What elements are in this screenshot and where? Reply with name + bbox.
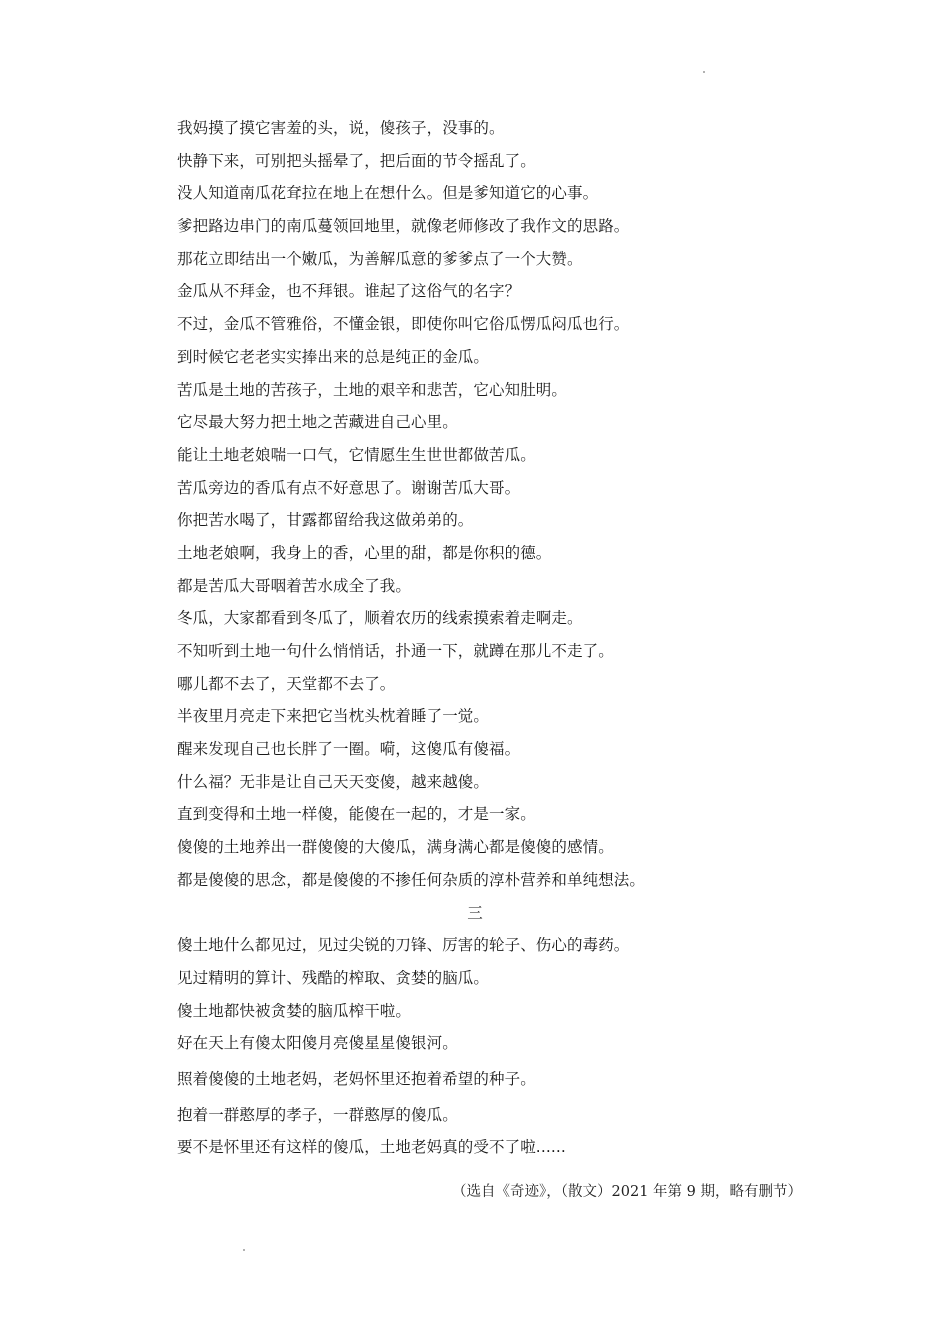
text-line: 直到变得和土地一样傻，能傻在一起的，才是一家。 xyxy=(177,805,536,824)
source-citation: （选自《奇迹》，（散文）2021 年第 9 期，略有删节） xyxy=(452,1184,802,1200)
text-line: 半夜里月亮走下来把它当枕头枕着睡了一觉。 xyxy=(177,707,490,726)
text-line: 没人知道南瓜花耷拉在地上在想什么。但是爹知道它的心事。 xyxy=(177,184,599,203)
section-heading: 三 xyxy=(467,903,483,922)
text-line: 冬瓜，大家都看到冬瓜了，顺着农历的线索摸索着走啊走。 xyxy=(177,609,583,628)
text-line: 傻傻的土地养出一群傻傻的大傻瓜，满身满心都是傻傻的感情。 xyxy=(177,838,614,857)
text-line: 爹把路边串门的南瓜蔓领回地里，就像老师修改了我作文的思路。 xyxy=(177,217,630,236)
text-line: 傻土地都快被贪婪的脑瓜榨干啦。 xyxy=(177,1001,412,1020)
text-line: 不过，金瓜不管雅俗，不懂金银，即使你叫它俗瓜愣瓜闷瓜也行。 xyxy=(177,315,630,334)
text-line: 哪儿都不去了，天堂都不去了。 xyxy=(177,674,396,693)
text-line: 不知听到土地一句什么悄悄话，扑通一下，就蹲在那儿不走了。 xyxy=(177,642,614,660)
text-line: 快静下来，可别把头摇晕了，把后面的节令摇乱了。 xyxy=(177,151,536,170)
text-line: 金瓜从不拜金，也不拜银。谁起了这俗气的名字？ xyxy=(177,282,521,301)
text-line: 到时候它老老实实捧出来的总是纯正的金瓜。 xyxy=(177,347,490,366)
text-line: 能让土地老娘喘一口气，它情愿生生世世都做苦瓜。 xyxy=(177,445,536,464)
text-line: 它尽最大努力把土地之苦藏进自己心里。 xyxy=(177,413,458,432)
text-line: 要不是怀里还有这样的傻瓜，土地老妈真的受不了啦...... xyxy=(177,1138,566,1157)
text-line: 都是傻傻的思念，都是傻傻的不掺任何杂质的淳朴营养和单纯想法。 xyxy=(177,870,646,889)
text-line: 照着傻傻的土地老妈，老妈怀里还抱着希望的种子。 xyxy=(177,1069,536,1088)
text-line: 抱着一群憨厚的孝子，一群憨厚的傻瓜。 xyxy=(177,1105,458,1124)
text-line: 醒来发现自己也长胖了一圈。嗬，这傻瓜有傻福。 xyxy=(177,740,521,759)
poem-body xyxy=(177,112,797,1164)
text-line: 土地老娘啊，我身上的香，心里的甜，都是你积的德。 xyxy=(177,543,552,562)
text-line: 苦瓜旁边的香瓜有点不好意思了。谢谢苦瓜大哥。 xyxy=(177,478,521,497)
text-line: 我妈摸了摸它害羞的头，说，傻孩子，没事的。 xyxy=(177,119,505,137)
text-line: 什么福？无非是让自己天天变傻，越来越傻。 xyxy=(177,772,490,791)
text-line: 苦瓜是土地的苦孩子，土地的艰辛和悲苦，它心知肚明。 xyxy=(177,380,568,399)
text-line: 那花立即结出一个嫩瓜，为善解瓜意的爹爹点了一个大赞。 xyxy=(177,249,583,268)
text-line: 傻土地什么都见过，见过尖锐的刀锋、厉害的轮子、伤心的毒药。 xyxy=(177,936,630,955)
text-line: 你把苦水喝了，甘露都留给我这做弟弟的。 xyxy=(177,511,474,530)
text-line: 好在天上有傻太阳傻月亮傻星星傻银河。 xyxy=(177,1034,458,1053)
scan-dot xyxy=(243,1249,245,1251)
text-line: 都是苦瓜大哥咽着苦水成全了我。 xyxy=(177,576,412,595)
scan-dot xyxy=(703,71,705,73)
text-line: 见过精明的算计、残酷的榨取、贪婪的脑瓜。 xyxy=(177,968,490,987)
